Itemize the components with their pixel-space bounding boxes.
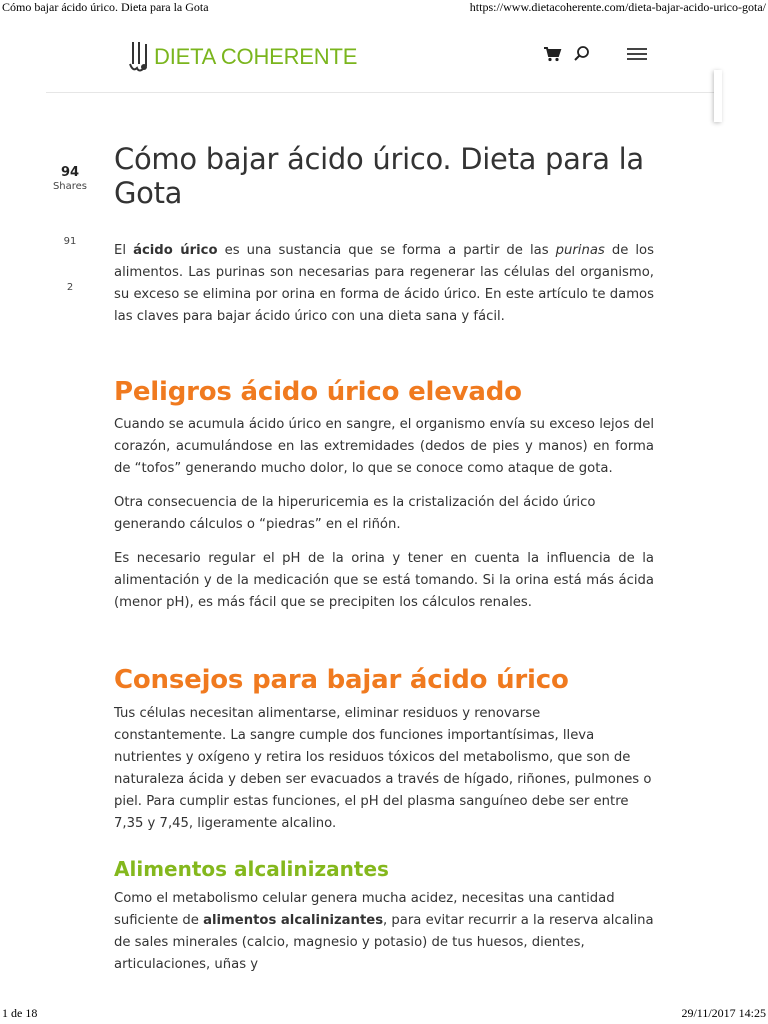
- share-count: 94: [60, 165, 80, 180]
- share-count-facebook[interactable]: 91: [63, 236, 77, 247]
- article: [114, 142, 654, 972]
- intro-paragraph: El ácido úrico es una sustancia que se forma a partir de las purinas de los alimentos. Las purinas son necesarias para regenerar las células del organismo, su exceso se elimina por orina en forma de ácido úrico. En este artículo te damos las claves para bajar ácido úrico con una dieta sana y fácil.: [114, 243, 654, 324]
- fork-knife-logo-icon: [128, 40, 150, 74]
- logo-text: DIETA COHERENTE: [154, 44, 358, 69]
- section1-paragraph-1: Cuando se acumula ácido úrico en sangre, el organismo envía su exceso lejos del corazón, acumulándose en las extremidades (dedos de pies y manos) en forma de “tofos” generando mucho dolor, lo que se conoce como ataque de gota.: [114, 417, 654, 476]
- intro-italic-term: purinas: [555, 243, 605, 258]
- search-icon[interactable]: [572, 44, 592, 64]
- menu-icon[interactable]: [626, 44, 648, 64]
- print-footer: [0, 1006, 768, 1022]
- print-timestamp: 29/11/2017 14:25: [681, 1006, 766, 1020]
- section2-paragraph-1: Tus células necesitan alimentarse, eliminar residuos y renovarse constantemente. La sangre cumple dos funciones importantísimas, lleva nutrientes y oxígeno y retira los residuos tóxicos del metabolismo, que son de naturaleza ácida y deben ser evacuados a través de hígado, riñones, pulmones o piel. Para cumplir estas funciones, el pH del plasma sanguíneo debe ser entre 7,35 y 7,45, ligeramente alcalino.: [114, 706, 652, 831]
- section-heading-peligros: Peligros ácido úrico elevado: [114, 377, 522, 407]
- print-header: [0, 0, 768, 16]
- section3-bold-term: alimentos alcalinizantes: [203, 913, 384, 928]
- cart-icon[interactable]: [542, 44, 562, 64]
- share-count-twitter[interactable]: 2: [66, 282, 74, 293]
- share-total: [48, 165, 92, 192]
- header-icons: [542, 44, 592, 64]
- intro-bold-term: ácido úrico: [133, 243, 218, 258]
- share-label: Shares: [52, 181, 88, 192]
- section3-paragraph-1: Como el metabolismo celular genera mucha acidez, necesitas una cantidad suficiente de alimentos alcalinizantes, para evitar recurrir a la reserva alcalina de sales minerales (calcio, magnesio y potasio) de tus huesos, dientes, articulaciones, uñas y: [114, 891, 654, 972]
- section-heading-consejos: Consejos para bajar ácido úrico: [114, 665, 569, 695]
- print-page-url: https://www.dietacoherente.com/dieta-bajar-acido-urico-gota/: [469, 0, 766, 14]
- section1-paragraph-3: Es necesario regular el pH de la orina y tener en cuenta la influencia de la alimentación y de la medicación que se está tomando. Si la orina está más ácida (menor pH), es más fácil que se precipiten los cálculos renales.: [114, 551, 654, 610]
- section1-paragraph-2: Otra consecuencia de la hiperuricemia es la cristalización del ácido úrico generando cálculos o “piedras” en el riñón.: [114, 495, 596, 532]
- print-page-title: Cómo bajar ácido úrico. Dieta para la Gota: [2, 0, 209, 14]
- article-title: Cómo bajar ácido úrico. Dieta para la Gota: [114, 142, 644, 210]
- section-heading-alimentos: Alimentos alcalinizantes: [114, 857, 389, 881]
- side-scroll-widget[interactable]: [714, 70, 722, 122]
- site-logo[interactable]: [128, 40, 357, 74]
- print-page-number: 1 de 18: [2, 1006, 38, 1020]
- site-header: [46, 30, 720, 93]
